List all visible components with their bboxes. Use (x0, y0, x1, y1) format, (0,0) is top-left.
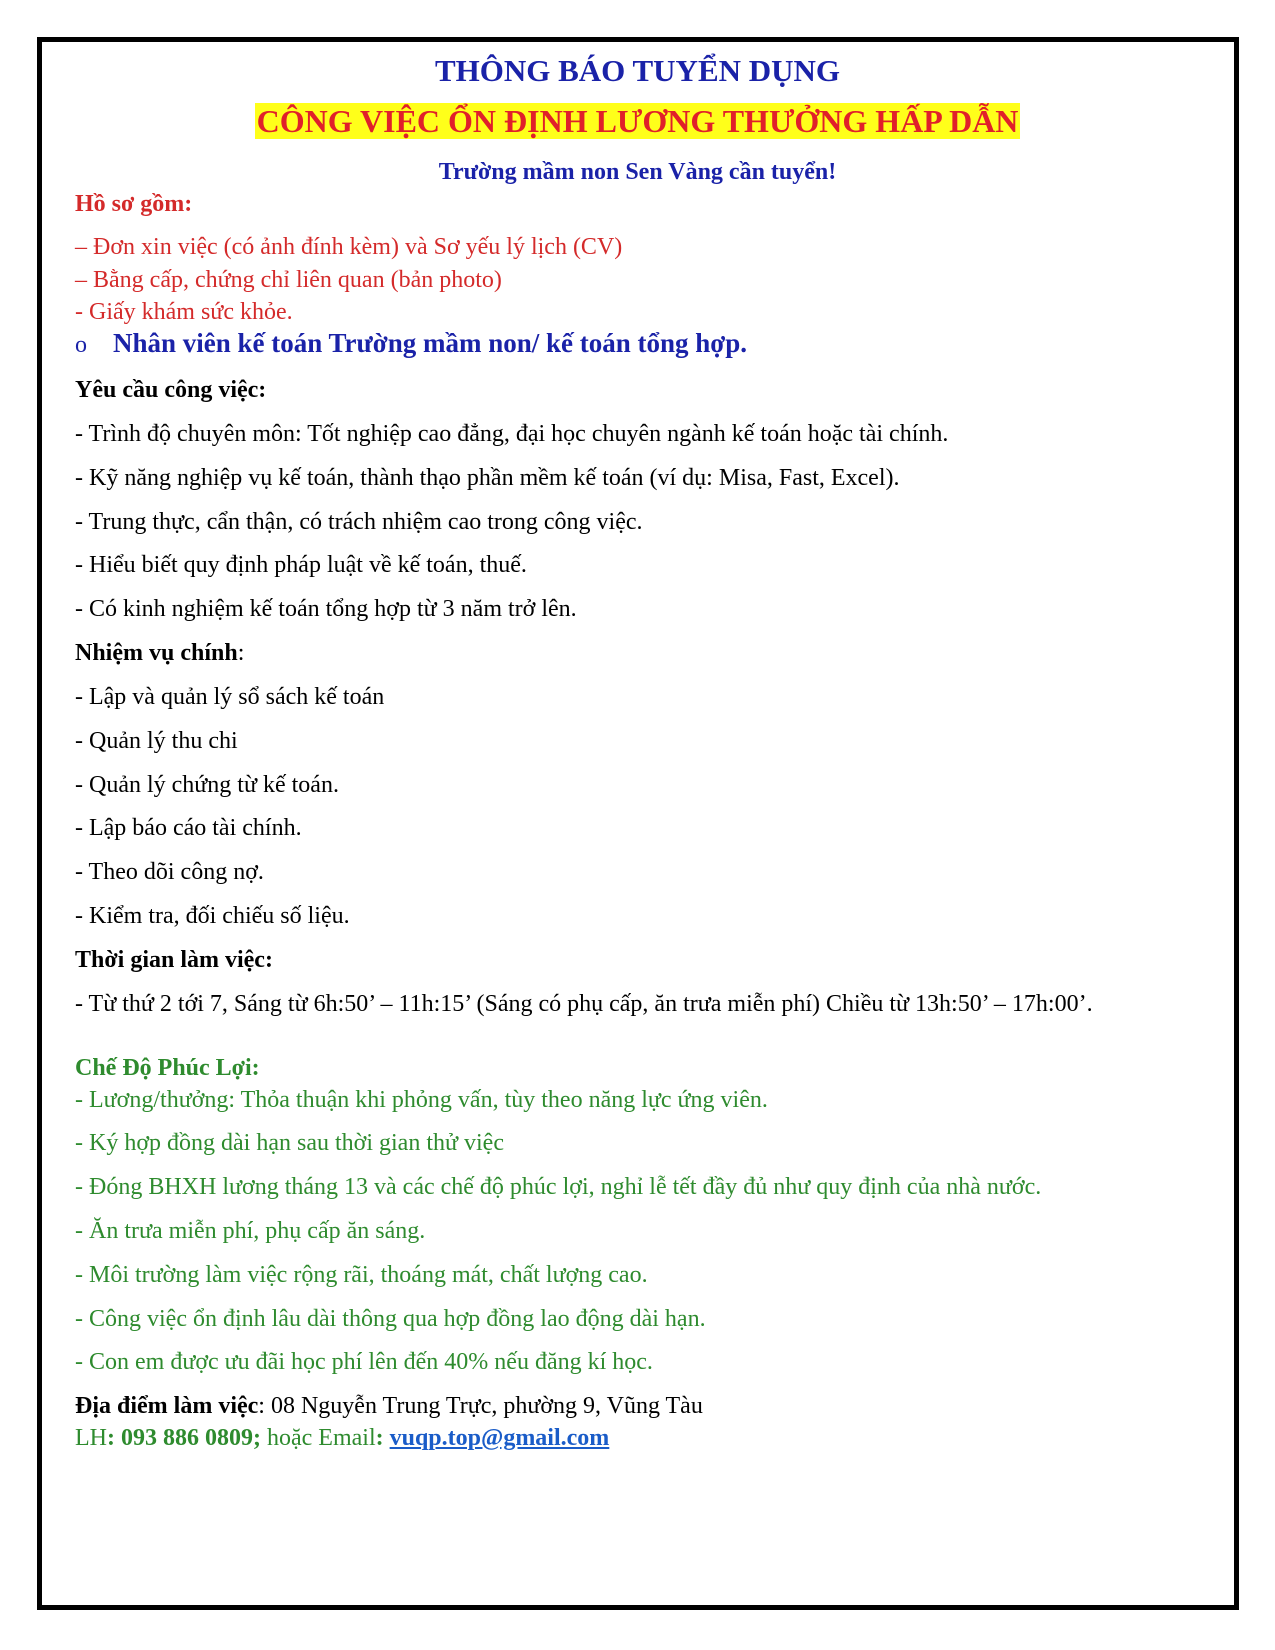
contact-email-label: hoặc Email (260, 1425, 376, 1451)
work-time-heading: Thời gian làm việc: (75, 947, 273, 973)
duties-heading-colon: : (237, 640, 245, 666)
requirements-heading: Yêu cầu công việc: (75, 377, 267, 403)
highlighted-subtitle: CÔNG VIỆC ỔN ĐỊNH LƯƠNG THƯỞNG HẤP DẪN (256, 103, 1019, 139)
requirement-item: - Có kinh nghiệm kế toán tổng hợp từ 3 năm trở lên. (75, 596, 577, 622)
circle-bullet-icon: o (75, 332, 87, 358)
contact-colon: : (375, 1425, 390, 1451)
benefit-item: - Con em được ưu đãi học phí lên đến 40% nếu đăng kí học. (75, 1349, 653, 1375)
benefits-heading: Chế Độ Phúc Lợi: (75, 1055, 260, 1081)
requirement-item: - Trung thực, cẩn thận, có trách nhiệm cao trong công việc. (75, 509, 643, 535)
requirement-item: - Trình độ chuyên môn: Tốt nghiệp cao đẳng, đại học chuyên ngành kế toán hoặc tài chính. (75, 421, 949, 447)
school-line: Trường mầm non Sen Vàng cần tuyển! (438, 159, 837, 185)
benefit-item: - Môi trường làm việc rộng rãi, thoáng mát, chất lượng cao. (75, 1262, 648, 1288)
documents-item: - Giấy khám sức khỏe. (75, 299, 293, 325)
benefit-item: - Ăn trưa miễn phí, phụ cấp ăn sáng. (75, 1218, 426, 1244)
position-title: Nhân viên kế toán Trường mầm non/ kế toán tổng hợp. (113, 328, 747, 358)
contact-line (75, 1423, 609, 1453)
work-time-text: - Từ thứ 2 tới 7, Sáng từ 6h:50’ – 11h:15’ (Sáng có phụ cấp, ăn trưa miễn phí) Chiều từ 13h:50’ – 17h:00’. (75, 991, 1093, 1017)
duties-heading: Nhiệm vụ chính (75, 640, 238, 666)
benefit-item: - Công việc ổn định lâu dài thông qua hợp đồng lao động dài hạn. (75, 1306, 706, 1332)
benefit-item: - Ký hợp đồng dài hạn sau thời gian thử việc (75, 1130, 504, 1156)
duty-item: - Lập và quản lý sổ sách kế toán (75, 684, 385, 710)
duty-item: - Quản lý thu chi (75, 728, 238, 754)
requirement-item: - Hiểu biết quy định pháp luật về kế toán, thuế. (75, 552, 527, 578)
benefit-item: - Lương/thưởng: Thỏa thuận khi phỏng vấn, tùy theo năng lực ứng viên. (75, 1087, 768, 1113)
position-title-line (75, 328, 747, 360)
benefit-item: - Đóng BHXH lương tháng 13 và các chế độ phúc lợi, nghỉ lễ tết đầy đủ như quy định của nhà nước. (75, 1174, 1042, 1200)
contact-phone: : 093 886 0809; (107, 1425, 261, 1451)
location-line (75, 1391, 703, 1421)
duty-item: - Kiểm tra, đối chiếu số liệu. (75, 903, 350, 929)
location-label: Địa điểm làm việc (75, 1393, 259, 1419)
duty-item: - Theo dõi công nợ. (75, 859, 264, 885)
documents-heading: Hồ sơ gồm: (75, 191, 193, 217)
notice-subtitle (0, 103, 1275, 139)
contact-prefix: LH (75, 1425, 107, 1451)
duties-heading-line (75, 638, 244, 668)
documents-item: – Bằng cấp, chứng chỉ liên quan (bản photo) (75, 267, 502, 293)
notice-title: THÔNG BÁO TUYỂN DỤNG (434, 53, 841, 88)
documents-item: – Đơn xin việc (có ảnh đính kèm) và Sơ yếu lý lịch (CV) (75, 234, 623, 260)
duty-item: - Quản lý chứng từ kế toán. (75, 772, 339, 798)
location-value: : 08 Nguyễn Trung Trực, phường 9, Vũng Tàu (258, 1393, 703, 1419)
email-link[interactable]: vuqp.top@gmail.com (389, 1425, 610, 1451)
requirement-item: - Kỹ năng nghiệp vụ kế toán, thành thạo phần mềm kế toán (ví dụ: Misa, Fast, Excel). (75, 465, 900, 491)
duty-item: - Lập báo cáo tài chính. (75, 815, 302, 841)
